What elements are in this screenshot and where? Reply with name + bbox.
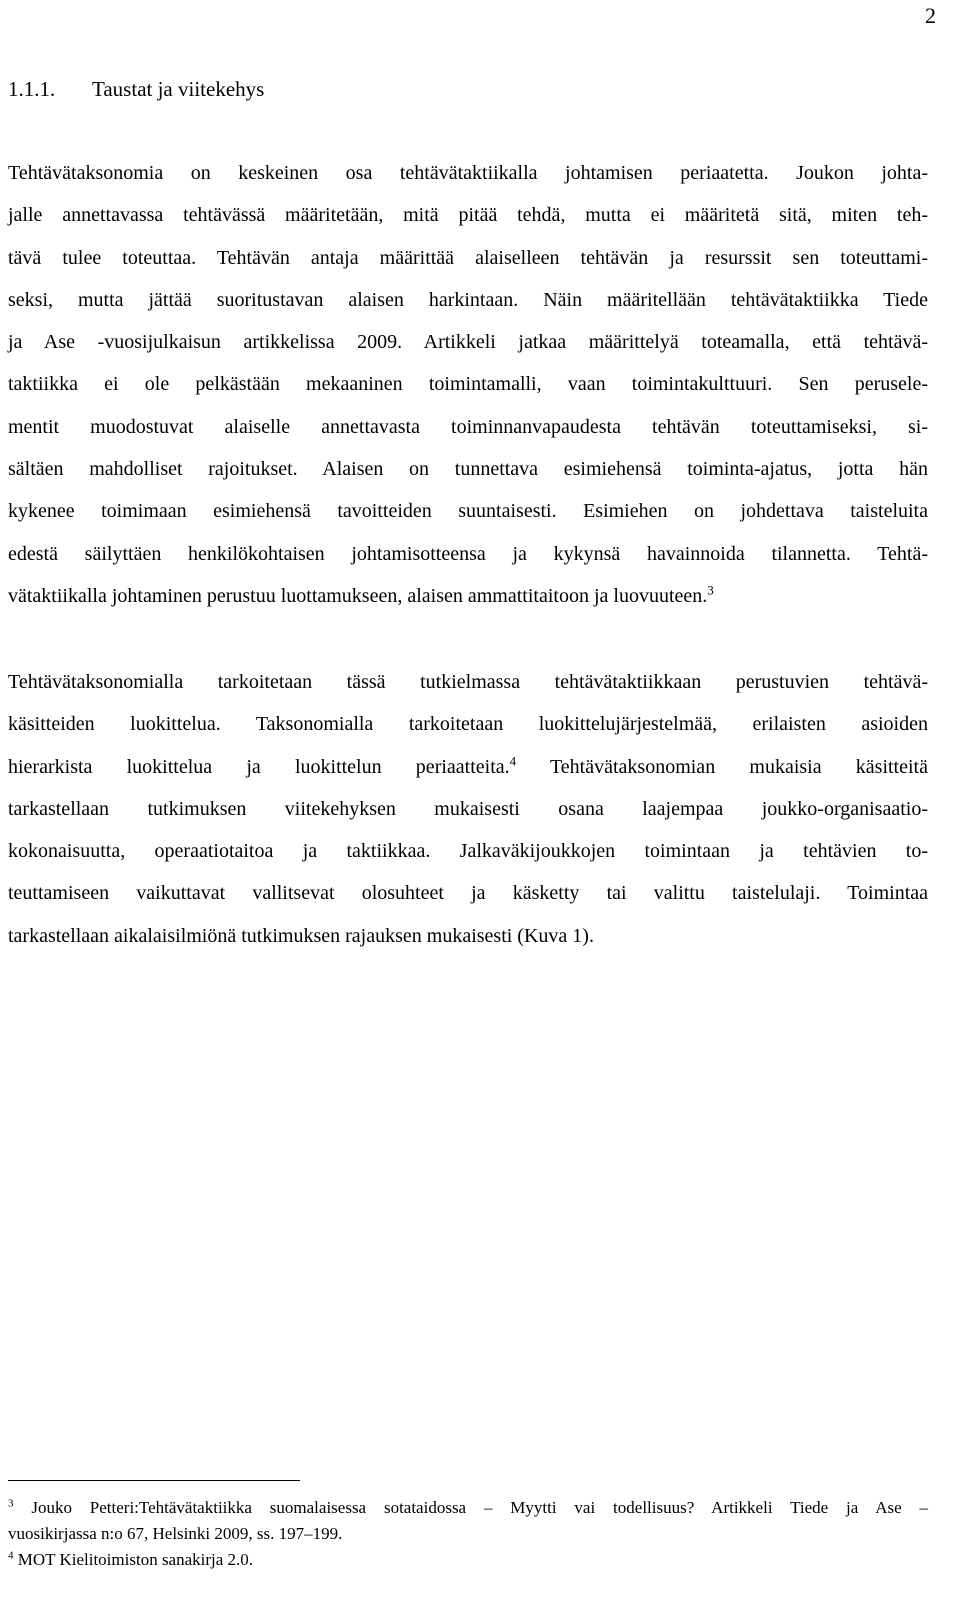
paragraph-line: Tehtävätaksonomia on keskeinen osa tehtävätaktiikalla johtamisen periaatetta. Joukon johta- [8,162,928,184]
footnote-4 [8,1547,928,1573]
paragraph-line: kykenee toimimaan esimiehensä tavoitteiden suuntaisesti. Esimiehen on johdettava taisteluita [8,500,928,523]
paragraph-line: kokonaisuutta, operaatiotaitoa ja taktiikkaa. Jalkaväkijoukkojen toimintaan ja tehtävien to- [8,840,928,863]
paragraph-2 [8,661,928,957]
footnote-3 [8,1495,928,1521]
paragraph-line: jalle annettavassa tehtävässä määritetään, mitä pitää tehdä, mutta ei määritetä sitä, miten teh- [8,204,928,227]
paragraph-line-text: vätaktiikalla johtaminen perustuu luottamukseen, alaisen ammattitaitoon ja luovuuteen. [8,584,708,607]
paragraph-line: Tehtävätaksonomialla tarkoitetaan tässä tutkielmassa tehtävätaktiikkaan perustuvien tehtävä- [8,671,928,693]
paragraph-line: taktiikka ei ole pelkästään mekaaninen toimintamalli, vaan toimintakulttuuri. Sen perusele- [8,373,928,396]
footnote-text: Jouko Petteri:Tehtävätaktiikka suomalaisessa sotataidossa – Myytti vai todellisuus? Artikkeli Tiede ja Ase – [13,1498,928,1517]
paragraph-line-text: hierarkista luokittelua ja luokittelun periaatteita. [8,755,510,778]
section-title: Taustat ja viitekehys [92,77,265,101]
paragraph-line: tävä tulee toteuttaa. Tehtävän antaja määrittää alaiselleen tehtävän ja resurssit sen toteuttami- [8,246,928,269]
paragraph-line: tarkastellaan aikalaisilmiönä tutkimuksen rajauksen mukaisesti (Kuva 1). [8,924,594,947]
paragraph-line [8,746,928,788]
paragraph-line-text: Tehtävätaksonomian mukaisia käsitteitä [516,755,928,778]
paragraph-line: mentit muodostuvat alaiselle annettavasta toiminnanvapaudesta tehtävän toteuttamiseksi, si- [8,415,928,438]
footnotes [8,1495,928,1573]
section-number: 1.1.1. [8,77,56,101]
paragraph-line: seksi, mutta jättää suoritustavan alaisen harkintaan. Näin määritellään tehtävätaktiikka Tiede [8,288,928,311]
footnote-mark: 4 [8,1549,14,1562]
paragraph-line: teuttamiseen vaikuttavat vallitsevat olosuhteet ja käsketty tai valittu taistelulaji. Toimintaa [8,882,928,905]
paragraph-line: edestä säilyttäen henkilökohtaisen johtamisotteensa ja kykynsä havainnoida tilannetta. Tehtä- [8,542,928,565]
paragraph-1 [8,152,928,617]
paragraph-line: tarkastellaan tutkimuksen viitekehyksen mukaisesti osana laajempaa joukko-organisaatio- [8,797,928,820]
footnote-text: MOT Kielitoimiston sanakirja 2.0. [13,1550,254,1569]
paragraph-line [8,575,928,617]
page-number: 2 [925,3,936,28]
paragraph-line: sältäen mahdolliset rajoitukset. Alaisen on tunnettava esimiehensä toiminta-ajatus, jotta hän [8,458,928,481]
paragraph-line: ja Ase -vuosijulkaisun artikkelissa 2009. Artikkeli jatkaa määrittelyä toteamalla, että tehtävä- [8,331,928,354]
section-heading [8,74,264,104]
footnote-reference-3[interactable]: 3 [707,582,714,598]
footnote-reference-4[interactable]: 4 [509,752,517,768]
footnote-mark: 3 [8,1497,14,1510]
footnote-3-continued: vuosikirjassa n:o 67, Helsinki 2009, ss. 197–199. [8,1524,343,1543]
paragraph-line: käsitteiden luokittelua. Taksonomialla tarkoitetaan luokittelujärjestelmää, erilaisten asioiden [8,713,928,736]
footnote-separator [8,1480,300,1481]
